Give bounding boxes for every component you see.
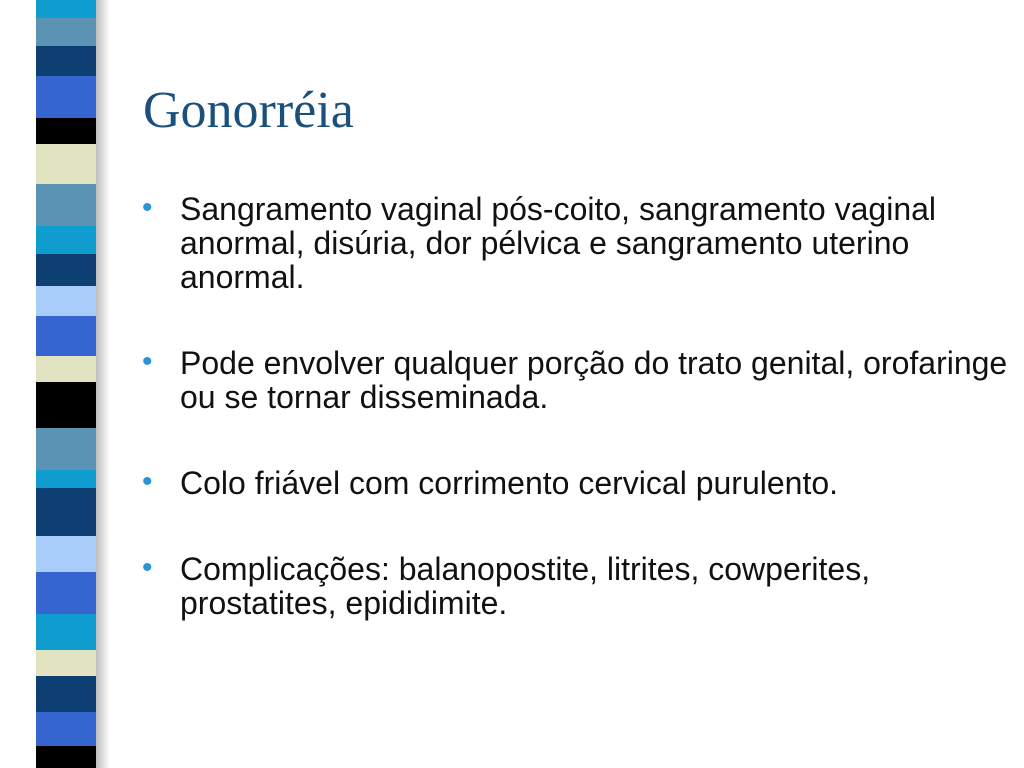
strip-segment xyxy=(36,676,96,712)
strip-segment xyxy=(36,470,96,488)
strip-segment xyxy=(36,650,96,676)
bullet-item xyxy=(142,345,1010,415)
bullet-item xyxy=(142,191,1010,295)
strip-segment xyxy=(36,316,96,356)
strip-segment xyxy=(36,18,96,46)
strip-segment xyxy=(36,536,96,572)
bullet-dot-icon: • xyxy=(142,551,153,584)
strip-segment xyxy=(36,76,96,118)
bullet-dot-icon: • xyxy=(142,191,153,224)
bullet-list xyxy=(142,191,1010,672)
bullet-text: Complicações: balanopostite, litrites, cowperites, prostatites, epididimite. xyxy=(180,551,871,621)
decorative-color-strip xyxy=(36,0,96,768)
strip-segment xyxy=(36,746,96,768)
strip-segment xyxy=(36,144,96,184)
strip-segment xyxy=(36,254,96,286)
strip-segment xyxy=(36,428,96,470)
strip-segment xyxy=(36,356,96,382)
slide-title: Gonorréia xyxy=(143,82,354,139)
strip-segment xyxy=(36,118,96,144)
bullet-dot-icon: • xyxy=(142,465,153,498)
strip-segment xyxy=(36,286,96,316)
bullet-item xyxy=(142,551,1010,621)
bullet-item xyxy=(142,465,1010,501)
strip-segment xyxy=(36,614,96,650)
strip-segment xyxy=(36,712,96,746)
strip-segment xyxy=(36,46,96,76)
decorative-strip-shadow xyxy=(96,0,110,768)
strip-segment xyxy=(36,184,96,226)
bullet-dot-icon: • xyxy=(142,345,153,378)
strip-segment xyxy=(36,382,96,428)
strip-segment xyxy=(36,572,96,614)
bullet-text: Sangramento vaginal pós-coito, sangramento vaginal anormal, disúria, dor pélvica e sangramento uterino anormal. xyxy=(180,191,937,295)
strip-segment xyxy=(36,488,96,536)
bullet-text: Colo friável com corrimento cervical purulento. xyxy=(180,465,839,501)
bullet-text: Pode envolver qualquer porção do trato genital, orofaringe ou se tornar disseminada. xyxy=(180,345,1008,415)
strip-segment xyxy=(36,226,96,254)
strip-segment xyxy=(36,0,96,18)
